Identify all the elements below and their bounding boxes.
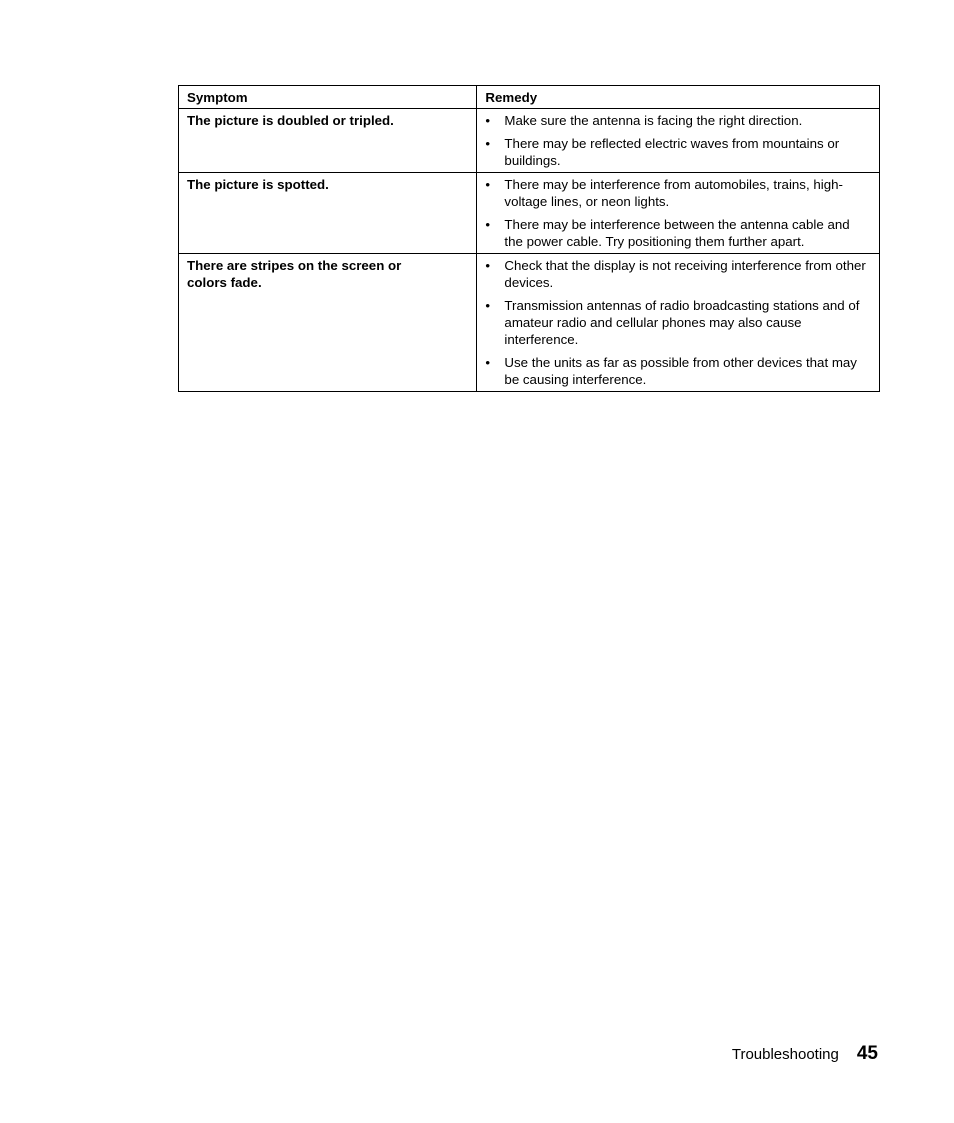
symptom-column-header: Symptom <box>179 86 477 109</box>
footer-section-title: Troubleshooting <box>731 1046 839 1063</box>
remedy-cell <box>477 254 880 392</box>
symptom-cell: The picture is spotted. <box>179 173 477 254</box>
table-row <box>179 173 880 254</box>
symptom-cell: There are stripes on the screen or colors fade. <box>179 254 477 392</box>
symptom-cell: The picture is doubled or tripled. <box>179 109 477 173</box>
table-header-row <box>179 86 880 109</box>
remedy-item: • Use the units as far as possible from other devices that may be causing interference. <box>485 354 871 388</box>
remedy-list <box>485 257 871 388</box>
remedy-item: • Check that the display is not receiving interference from other devices. <box>485 257 871 291</box>
remedy-column-header: Remedy <box>477 86 880 109</box>
table-row <box>179 109 880 173</box>
remedy-list <box>485 112 871 169</box>
remedy-item: • Make sure the antenna is facing the right direction. <box>485 112 871 129</box>
remedy-cell <box>477 173 880 254</box>
troubleshooting-table <box>178 85 880 392</box>
page-number: 45 <box>856 1043 878 1064</box>
remedy-item: • There may be interference from automobiles, trains, high-voltage lines, or neon lights. <box>485 176 871 210</box>
remedy-cell <box>477 109 880 173</box>
remedy-item: • There may be interference between the antenna cable and the power cable. Try positioning them further apart. <box>485 216 871 250</box>
table-row <box>179 254 880 392</box>
remedy-list <box>485 176 871 250</box>
remedy-item: • There may be reflected electric waves from mountains or buildings. <box>485 135 871 169</box>
page-footer <box>732 1043 878 1065</box>
remedy-item: • Transmission antennas of radio broadcasting stations and of amateur radio and cellular phones may also cause interference. <box>485 297 871 348</box>
